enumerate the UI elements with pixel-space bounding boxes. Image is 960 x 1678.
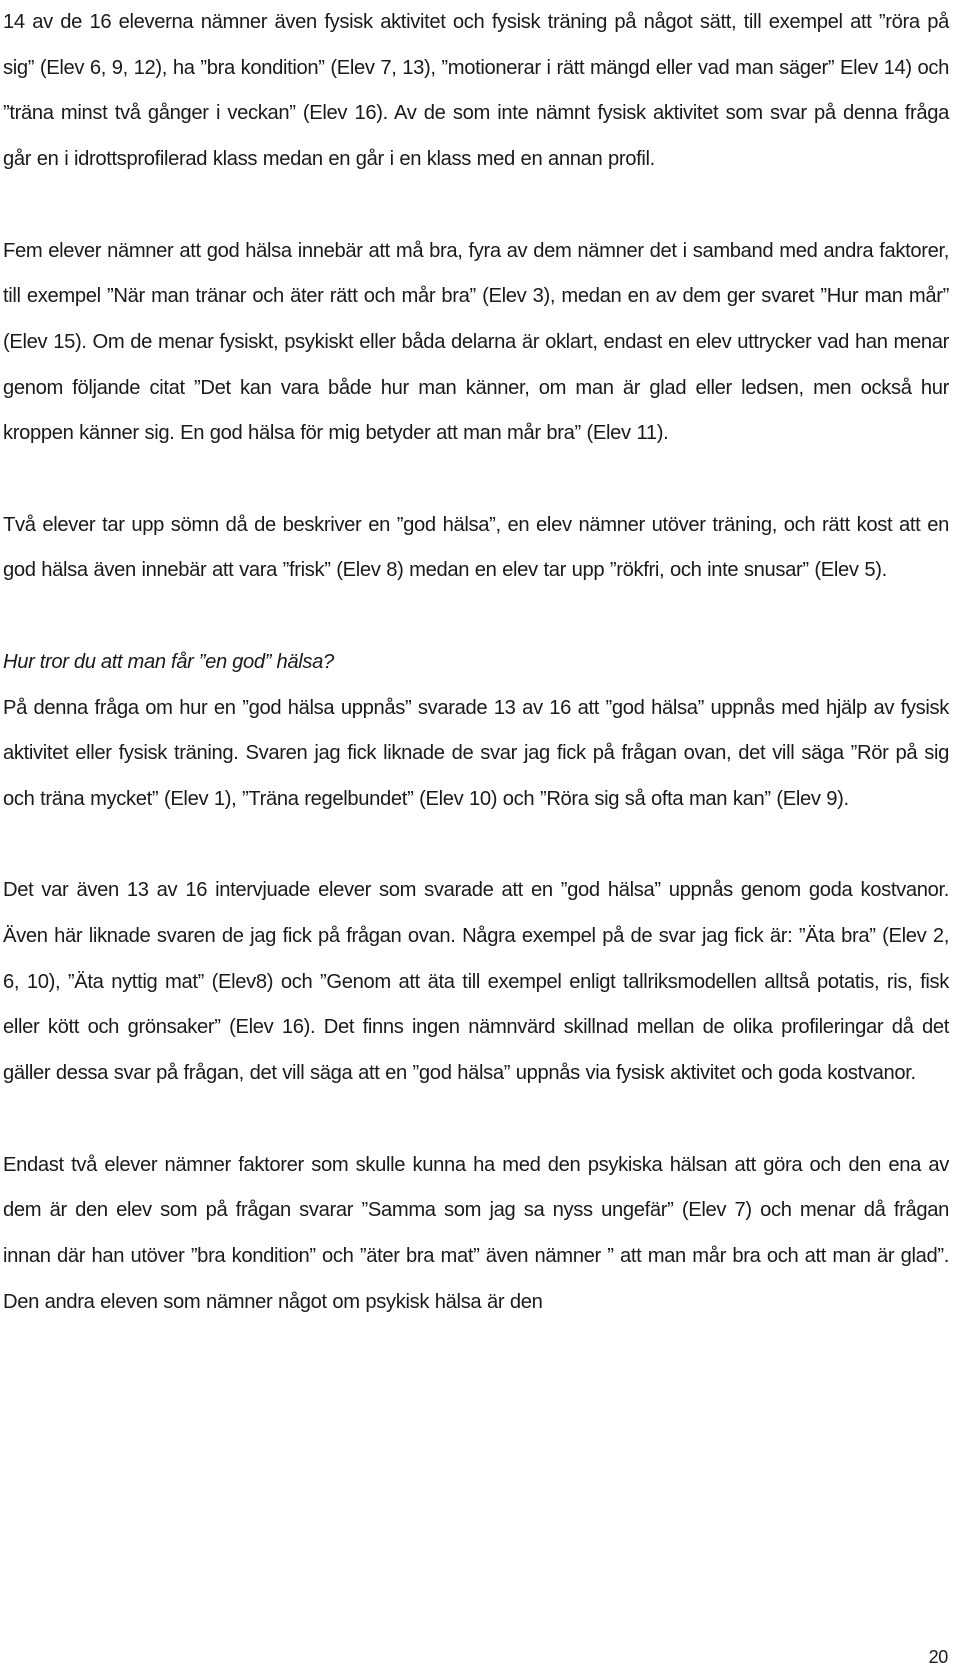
paragraph-gap <box>3 457 949 503</box>
paragraph-mental-health: Endast två elever nämner faktorer som skulle kunna ha med den psykiska hälsan att göra och den ena av dem är den elev som på frågan svarar ”Samma som jag sa nyss ungefär” (Elev 7) och menar då frågan innan där han utöver ”bra kondition” och ”äter bra mat” även nämner ” att man mår bra och att man är glad”. Den andra eleven som nämner något om psykisk hälsa är den <box>3 1153 949 1313</box>
paragraph-physical-activity: 14 av de 16 eleverna nämner även fysisk aktivitet och fysisk träning på något sätt, till exempel att ”röra på sig” (Elev 6, 9, 12), ha ”bra kondition” (Elev 7, 13), ”motionerar i rätt mängd eller vad man säger” Elev 14) och ”träna minst två gånger i veckan” (Elev 16). Av de som inte nämnt fysisk aktivitet som svar på denna fråga går en i idrottsprofilerad klass medan en går i en klass med en annan profil. <box>3 11 949 171</box>
paragraph-feel-good: Fem elever nämner att god hälsa innebär att må bra, fyra av dem nämner det i samband med andra faktorer, till exempel ”När man tränar och äter rätt och mår bra” (Elev 3), medan en av dem ger svaret ”Hur man mår” (Elev 15). Om de menar fysiskt, psykiskt eller båda delarna är oklart, endast en elev uttrycker vad han menar genom följande citat ”Det kan vara både hur man känner, om man är glad eller ledsen, men också hur kroppen känner sig. En god hälsa för mig betyder att man mår bra” (Elev 11). <box>3 239 949 445</box>
paragraph-diet: Det var även 13 av 16 intervjuade elever som svarade att en ”god hälsa” uppnås genom goda kostvanor. Även här liknade svaren de jag fick på frågan ovan. Några exempel på de svar jag fick är: ”Äta bra” (Elev 2, 6, 10), ”Äta nyttig mat” (Elev8) och ”Genom att äta till exempel enligt tallriksmodellen alltså potatis, ris, fisk eller kött och grönsaker” (Elev 16). Det finns ingen nämnvärd skillnad mellan de olika profileringar då det gäller dessa svar på frågan, det vill säga att en ”god hälsa” uppnås via fysisk aktivitet och goda kostvanor. <box>3 879 949 1085</box>
page-number: 20 <box>928 1647 948 1667</box>
question-heading: Hur tror du att man får ”en god” hälsa? <box>3 650 334 673</box>
paragraph-gap <box>3 183 949 229</box>
paragraph-gap <box>3 594 949 640</box>
paragraph-how-achieved: På denna fråga om hur en ”god hälsa uppnås” svarade 13 av 16 att ”god hälsa” uppnås med hjälp av fysisk aktivitet eller fysisk träning. Svaren jag fick liknade de svar jag fick på frågan ovan, det vill säga ”Rör på sig och träna mycket” (Elev 1), ”Träna regelbundet” (Elev 10) och ”Röra sig så ofta man kan” (Elev 9). <box>3 696 949 810</box>
paragraph-gap <box>3 823 949 869</box>
paragraph-gap <box>3 1097 949 1143</box>
paragraph-sleep: Två elever tar upp sömn då de beskriver en ”god hälsa”, en elev nämner utöver träning, och rätt kost att en god hälsa även innebär att vara ”frisk” (Elev 8) medan en elev tar upp ”rökfri, och inte snusar” (Elev 5). <box>3 513 949 582</box>
document-page <box>3 0 949 1325</box>
